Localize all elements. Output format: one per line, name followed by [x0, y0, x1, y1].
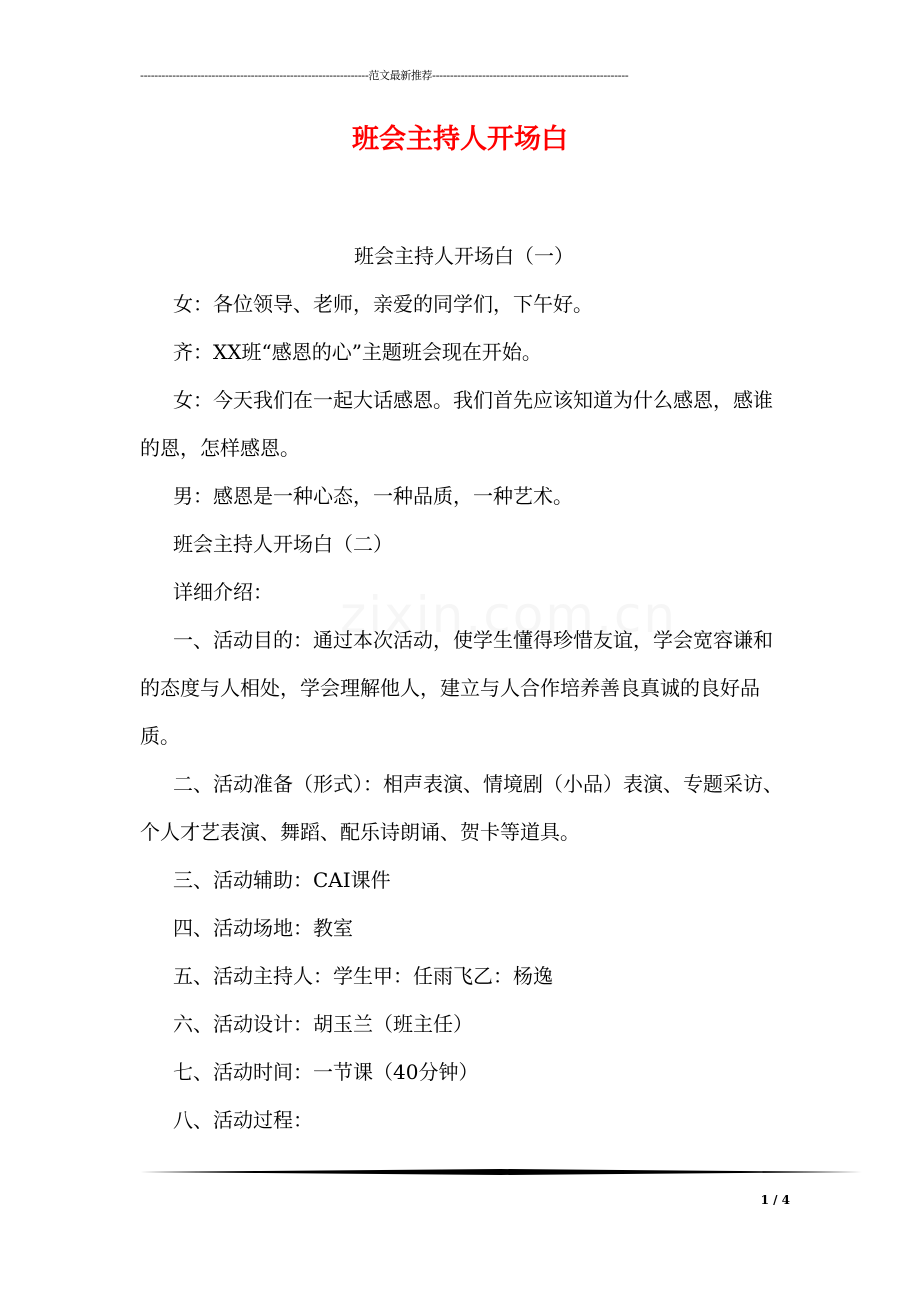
header-banner: ----------------------------------------------------------------范文最新推荐-------------------------------------------------------: [140, 69, 629, 82]
paragraph: 男：感恩是一种心态，一种品质，一种艺术。: [173, 484, 573, 508]
document-body: [140, 232, 788, 1144]
document-title: 班会主持人开场白: [352, 124, 568, 155]
paragraph: 女：今天我们在一起大话感恩。我们首先应该知道为什么感恩，感谁的恩，怎样感恩。: [140, 388, 773, 460]
paragraph: 八、活动过程：: [173, 1108, 313, 1132]
paragraph: 四、活动场地：教室: [173, 916, 353, 940]
paragraph: 六、活动设计：胡玉兰（班主任）: [173, 1012, 473, 1036]
paragraph: 女：各位领导、老师，亲爱的同学们，下午好。: [173, 292, 593, 316]
section-heading-two: 班会主持人开场白（二）: [173, 532, 393, 556]
paragraph: 一、活动目的：通过本次活动，使学生懂得珍惜友谊，学会宽容谦和的态度与人相处，学会理解他人，建立与人合作培养善良真诚的良好品质。: [140, 628, 773, 748]
paragraph: 三、活动辅助：CAI课件: [173, 868, 391, 892]
paragraph: 五、活动主持人：学生甲：任雨飞乙：杨逸: [173, 964, 553, 988]
section-heading-one: 班会主持人开场白（一）: [354, 244, 574, 268]
paragraph: 七、活动时间：一节课（40分钟）: [173, 1060, 479, 1084]
paragraph: 齐：XX班“感恩的心”主题班会现在开始。: [173, 340, 542, 364]
page-number: 1 / 4: [760, 1193, 790, 1207]
footer-divider: [140, 1168, 862, 1176]
paragraph: 详细介绍：: [173, 580, 273, 604]
paragraph: 二、活动准备（形式）：相声表演、情境剧（小品）表演、专题采访、个人才艺表演、舞蹈、配乐诗朗诵、贺卡等道具。: [140, 772, 783, 844]
